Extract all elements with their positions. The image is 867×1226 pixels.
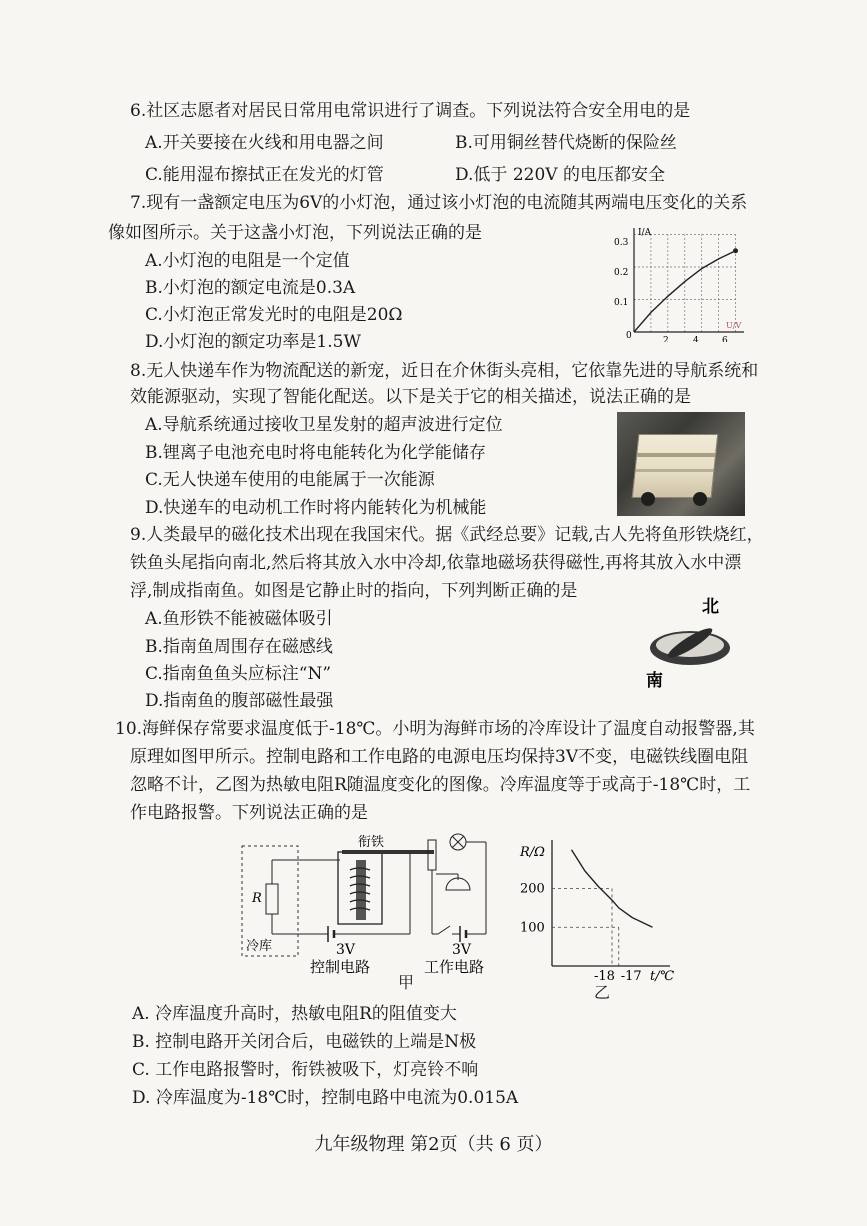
work-circuit-label: 工作电路	[424, 958, 485, 976]
rt-xlabel: t/℃	[650, 969, 675, 984]
iu-xtick-3: 6	[722, 336, 728, 342]
q8-stem-1: 8.无人快递车作为物流配送的新宠，近日在介休街头亮相，它依靠先进的导航系统和	[130, 361, 759, 381]
v1-label: 3V	[336, 942, 356, 958]
iu-ytick-2: 0.2	[614, 268, 629, 278]
iu-endpoint	[733, 248, 738, 253]
q10-option-b: B. 控制电路开关闭合后，电磁铁的上端是N极	[132, 1032, 477, 1052]
iu-xtick-2: 4	[693, 336, 699, 342]
q6-option-d: D.低于 220V 的电压都安全	[455, 165, 665, 185]
south-pointing-fish	[640, 590, 740, 690]
iu-origin: 0	[626, 331, 632, 341]
q10-stem-4: 作电路报警。下列说法正确的是	[130, 803, 368, 823]
armature	[342, 850, 434, 854]
q8-option-b: B.锂离子电池充电时将电能转化为化学能储存	[145, 443, 486, 463]
q9-option-c: C.指南鱼鱼头应标注“N”	[145, 664, 332, 684]
switch-2	[438, 926, 450, 934]
rt-graph	[510, 826, 680, 984]
rt-ylabel: R/Ω	[520, 845, 545, 860]
south-label: 南	[646, 671, 663, 690]
q9-option-d: D.指南鱼的腹部磁性最强	[145, 691, 334, 711]
q8-option-a: A.导航系统通过接收卫星发射的超声波进行定位	[145, 415, 503, 435]
rt-xtick-17: -17	[620, 969, 642, 984]
rt-guides	[552, 889, 619, 967]
v2-label: 3V	[452, 942, 472, 958]
q8-stem-2: 效能源驱动，实现了智能化配送。以下是关于它的相关描述，说法正确的是	[130, 387, 691, 407]
q9-stem-2: 铁鱼头尾指向南北,然后将其放入水中冷却,依靠地磁场获得磁性,再将其放入水中漂	[130, 553, 742, 573]
rt-ytick-100: 100	[520, 920, 545, 936]
q7-stem-2: 像如图所示。关于这盏小灯泡，下列说法正确的是	[108, 223, 482, 243]
q10-option-c: C. 工作电路报警时，衔铁被吸下，灯亮铃不响	[132, 1060, 479, 1080]
rt-ytick-200: 200	[520, 881, 545, 897]
q6-option-b: B.可用铜丝替代烧断的保险丝	[455, 133, 677, 153]
iu-ylabel: I/A	[638, 228, 652, 238]
q7-option-d: D.小灯泡的额定功率是1.5W	[145, 332, 361, 352]
q8-option-d: D.快递车的电动机工作时将内能转化为机械能	[145, 498, 487, 518]
q10-option-a: A. 冷库温度升高时，热敏电阻R的阻值变大	[132, 1004, 457, 1024]
q9-option-a: A.鱼形铁不能被磁体吸引	[145, 609, 333, 629]
q7-stem-1: 7.现有一盏额定电压为6V的小灯泡，通过该小灯泡的电流随其两端电压变化的关系	[130, 193, 748, 213]
iu-ytick-1: 0.1	[614, 298, 629, 308]
control-circuit-label: 控制电路	[310, 958, 371, 976]
iu-grid	[634, 235, 736, 333]
q10-stem-1: 10.海鲜保存常要求温度低于-18℃。小明为海鲜市场的冷库设计了温度自动报警器,其	[115, 719, 755, 739]
q7-option-a: A.小灯泡的电阻是一个定值	[145, 251, 350, 271]
armature-label: 衔铁	[358, 835, 385, 850]
q10-option-d: D. 冷库温度为-18℃时，控制电路中电流为0.015A	[132, 1088, 519, 1108]
rt-xtick-18: -18	[594, 969, 615, 984]
q6-option-a: A.开关要接在火线和用电器之间	[145, 133, 384, 153]
iu-xtick-1: 2	[663, 336, 669, 342]
q6-stem: 6.社区志愿者对居民日常用电常识进行了调查。下列说法符合安全用电的是	[130, 101, 691, 121]
cold-store-label: 冷库	[246, 939, 273, 954]
q7-option-c: C.小灯泡正常发光时的电阻是20Ω	[145, 305, 403, 325]
page-footer: 九年级物理 第2页（共 6 页）	[314, 1134, 553, 1155]
q9-stem-1: 9.人类最早的磁化技术出现在我国宋代。据《武经总要》记载,古人先将鱼形铁烧红，	[130, 525, 764, 545]
circuit-caption: 甲	[398, 973, 415, 992]
q6-option-c: C.能用湿布擦拭正在发光的灯管	[145, 165, 384, 185]
q7-option-b: B.小灯泡的额定电流是0.3A	[145, 278, 356, 298]
iu-graph	[608, 224, 748, 342]
q8-option-c: C.无人快递车使用的电能属于一次能源	[145, 470, 435, 490]
contacts	[428, 840, 436, 870]
rt-caption: 乙	[594, 983, 611, 1002]
iu-xlabel: U/V	[726, 321, 742, 330]
circuit-diagram	[238, 830, 498, 980]
q9-option-b: B.指南鱼周围存在磁感线	[145, 637, 333, 657]
q10-stem-2: 原理如图甲所示。控制电路和工作电路的电源电压均保持3V不变，电磁铁线圈电阻	[130, 747, 749, 767]
wheel-icon	[693, 492, 707, 506]
north-label: 北	[702, 597, 719, 617]
wheel-icon	[641, 492, 655, 506]
q10-stem-3: 忽略不计，乙图为热敏电阻R随温度变化的图像。冷库温度等于或高于-18℃时，工	[130, 775, 751, 795]
r-label: R	[252, 891, 262, 906]
iu-ytick-3: 0.3	[614, 238, 629, 248]
vehicle-body	[632, 434, 719, 498]
q9-stem-3: 浮,制成指南鱼。如图是它静止时的指向，下列判断正确的是	[130, 581, 578, 601]
delivery-vehicle-photo	[617, 412, 745, 516]
thermistor	[266, 884, 278, 914]
